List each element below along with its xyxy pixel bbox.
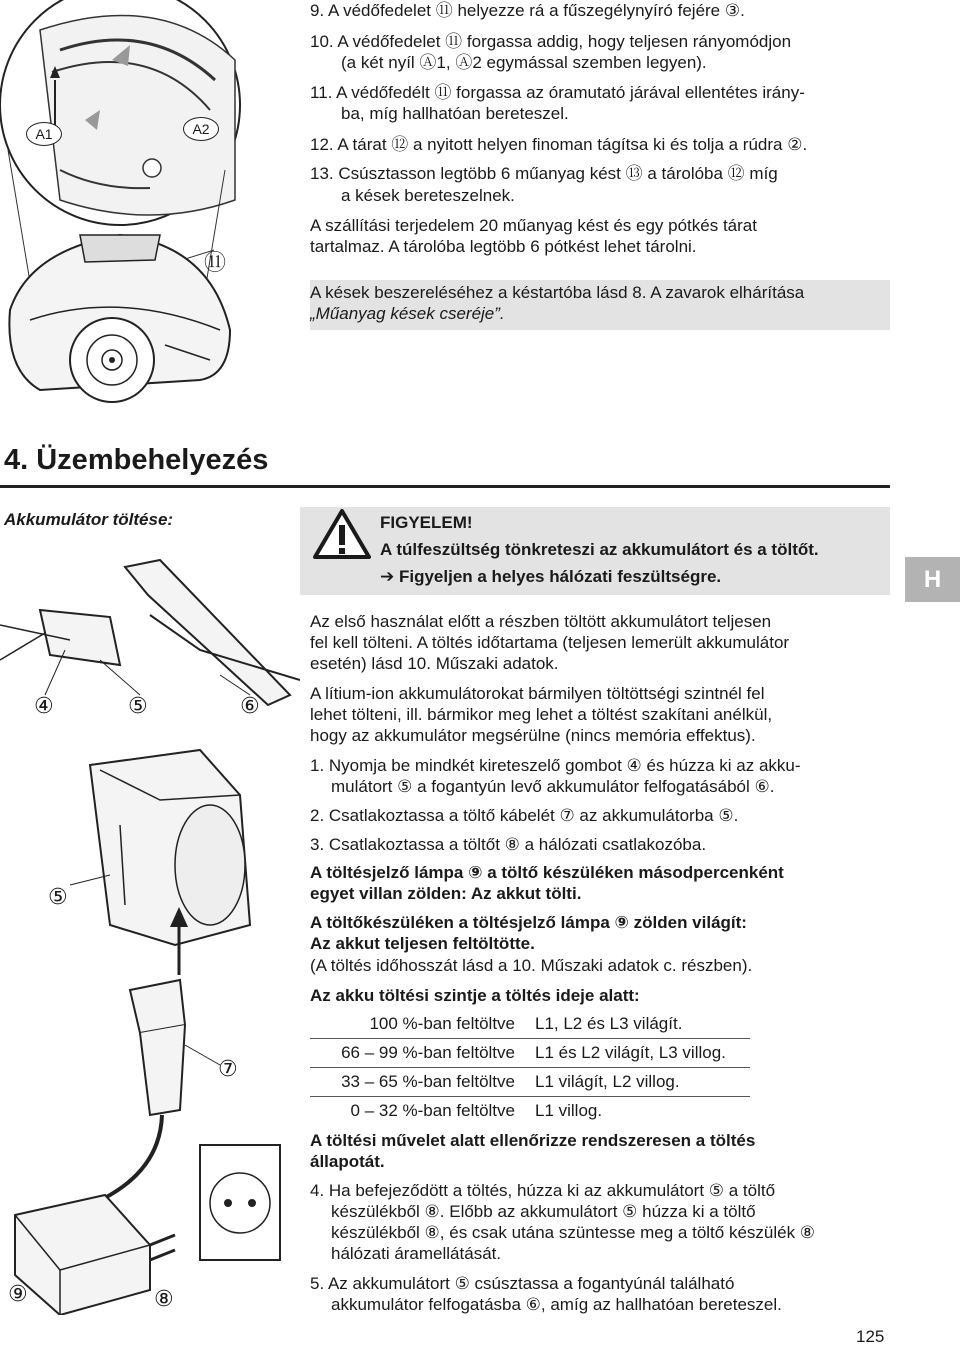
step-4-line1: 4. Ha befejeződött a töltés, húzza ki az akkumulátort ⑤ a töltő: [310, 1181, 776, 1200]
delivery-text-line2: tartalmaz. A tárolóba legtöbb 6 pótkést lehet tárolni.: [310, 237, 697, 256]
table-cell-status: L1, L2 és L3 világít.: [535, 1014, 683, 1033]
callout-4: ④: [34, 693, 54, 718]
note-line1: A kések beszereléséhez a késtartóba lásd 8. A zavarok elhárítása: [310, 283, 805, 302]
table-cell-status: L1 világít, L2 villog.: [535, 1072, 680, 1091]
warning-line2: ➔ Figyeljen a helyes hálózati feszültségre.: [380, 567, 722, 586]
step-2: 2. Csatlakoztassa a töltő kábelét ⑦ az akkumulátorba ⑤.: [310, 806, 739, 825]
section-subtitle: Akkumulátor töltése:: [4, 510, 174, 529]
list-item-13-line2: a kések bereteszelnek.: [341, 186, 515, 205]
step-4-line4: hálózati áramellátását.: [331, 1244, 502, 1263]
step-3: 3. Csatlakoztassa a töltőt ⑧ a hálózati csatlakozóba.: [310, 835, 707, 854]
delivery-text-line1: A szállítási terjedelem 20 műanyag kést és egy pótkés tárat: [310, 216, 757, 235]
page-number: 125: [856, 1327, 885, 1346]
li-ion-line3: hogy az akkumulátor megsérülne (nincs memória effektus).: [310, 726, 756, 745]
label-a1: A1: [26, 122, 62, 146]
callout-5-top: ⑤: [128, 693, 148, 718]
warning-triangle-icon: [312, 508, 372, 560]
table-cell-level: 66 – 99 %-ban feltöltve: [341, 1043, 515, 1062]
trimmer-cover-illustration: [0, 0, 300, 420]
note-line2: „Műanyag kések cseréje”.: [310, 304, 505, 323]
list-item-9: 9. A védőfedelet ⑪ helyezze rá a fűszegélynyíró fejére ③.: [310, 1, 745, 20]
table-row: [310, 1067, 750, 1096]
intro-line2: fel kell tölteni. A töltés időtartama (teljesen lemerült akkumulátor: [310, 633, 790, 652]
table-row: [310, 1038, 750, 1067]
indicator-solid-line1: A töltőkészüléken a töltésjelző lámpa ⑨ zölden világít:: [310, 913, 747, 932]
label-a2: A2: [183, 117, 219, 141]
list-item-10-line2: (a két nyíl Ⓐ1, Ⓐ2 egymással szemben legyen).: [341, 53, 707, 72]
table-cell-level: 0 – 32 %-ban feltöltve: [350, 1101, 515, 1120]
check-line1: A töltési művelet alatt ellenőrizze rendszeresen a töltés: [310, 1131, 756, 1150]
table-cell-level: 33 – 65 %-ban feltöltve: [341, 1072, 515, 1091]
indicator-blink-line2: egyet villan zölden: Az akkut tölti.: [310, 884, 582, 903]
indicator-solid-line2: Az akkut teljesen feltöltötte.: [310, 934, 535, 953]
callout-11: ⑪: [204, 250, 227, 275]
step-4-line3: készülékből ⑧, és csak utána szüntesse meg a töltő készülék ⑧: [331, 1223, 816, 1242]
step-5-line2: akkumulátor felfogatásba ⑥, amíg az hallhatóan bereteszel.: [331, 1295, 782, 1314]
table-cell-status: L1 és L2 világít, L3 villog.: [535, 1043, 726, 1062]
list-item-11-line1: 11. A védőfedélt ⑪ forgassa az óramutató járával ellentétes irány-: [310, 83, 805, 102]
table-row: [310, 1096, 750, 1125]
list-item-12: 12. A tárat ⑫ a nyitott helyen finoman tágítsa ki és tolja a rúdra ②.: [310, 135, 808, 154]
step-5-line1: 5. Az akkumulátort ⑤ csúsztassa a fogantyúnál található: [310, 1274, 735, 1293]
step-1-line2: mulátort ⑤ a fogantyún levő akkumulátor felfogatásából ⑥.: [331, 777, 775, 796]
list-item-13-line1: 13. Csúsztasson legtöbb 6 műanyag kést ⑬ a tárolóba ⑫ míg: [310, 164, 778, 183]
warning-heading: FIGYELEM!: [380, 513, 473, 532]
li-ion-line1: A lítium-ion akkumulátorokat bármilyen töltöttségi szintnél fel: [310, 684, 765, 703]
callout-6: ⑥: [240, 693, 260, 718]
list-item-11-line2: ba, míg hallhatóan bereteszel.: [341, 104, 569, 123]
callout-9: ⑨: [8, 1281, 28, 1306]
section-divider: [0, 485, 890, 488]
indicator-blink-line1: A töltésjelző lámpa ⑨ a töltő készüléken másodpercenként: [310, 863, 784, 882]
callout-7: ⑦: [218, 1056, 238, 1081]
intro-line3: esetén) lásd 10. Műszaki adatok.: [310, 654, 559, 673]
li-ion-line2: lehet tölteni, ill. bármikor meg lehet a töltést szakítani anélkül,: [310, 705, 773, 724]
callout-8: ⑧: [154, 1286, 174, 1311]
table-row: [310, 1009, 750, 1038]
section-title: 4. Üzembehelyezés: [4, 444, 269, 476]
intro-line1: Az első használat előtt a részben töltött akkumulátort teljesen: [310, 612, 772, 631]
check-line2: állapotát.: [310, 1152, 385, 1171]
warning-line1: A túlfeszültség tönkreteszi az akkumulátort és a töltőt.: [380, 540, 819, 559]
step-4-line2: készülékből ⑧. Előbb az akkumulátort ⑤ húzza ki a töltő: [331, 1202, 756, 1221]
language-tab: H: [905, 557, 960, 602]
callout-5-middle: ⑤: [48, 884, 68, 909]
charging-illustration: [0, 555, 300, 1315]
table-cell-level: 100 %-ban feltöltve: [369, 1014, 515, 1033]
charge-level-title: Az akku töltési szintje a töltés ideje alatt:: [310, 986, 640, 1005]
charge-time-note: (A töltés időhosszát lásd a 10. Műszaki adatok c. részben).: [310, 956, 753, 975]
table-cell-status: L1 villog.: [535, 1101, 603, 1120]
list-item-10-line1: 10. A védőfedelet ⑪ forgassa addig, hogy teljesen rányomódjon: [310, 32, 792, 51]
step-1-line1: 1. Nyomja be mindkét kireteszelő gombot ④ és húzza ki az akku-: [310, 756, 801, 775]
